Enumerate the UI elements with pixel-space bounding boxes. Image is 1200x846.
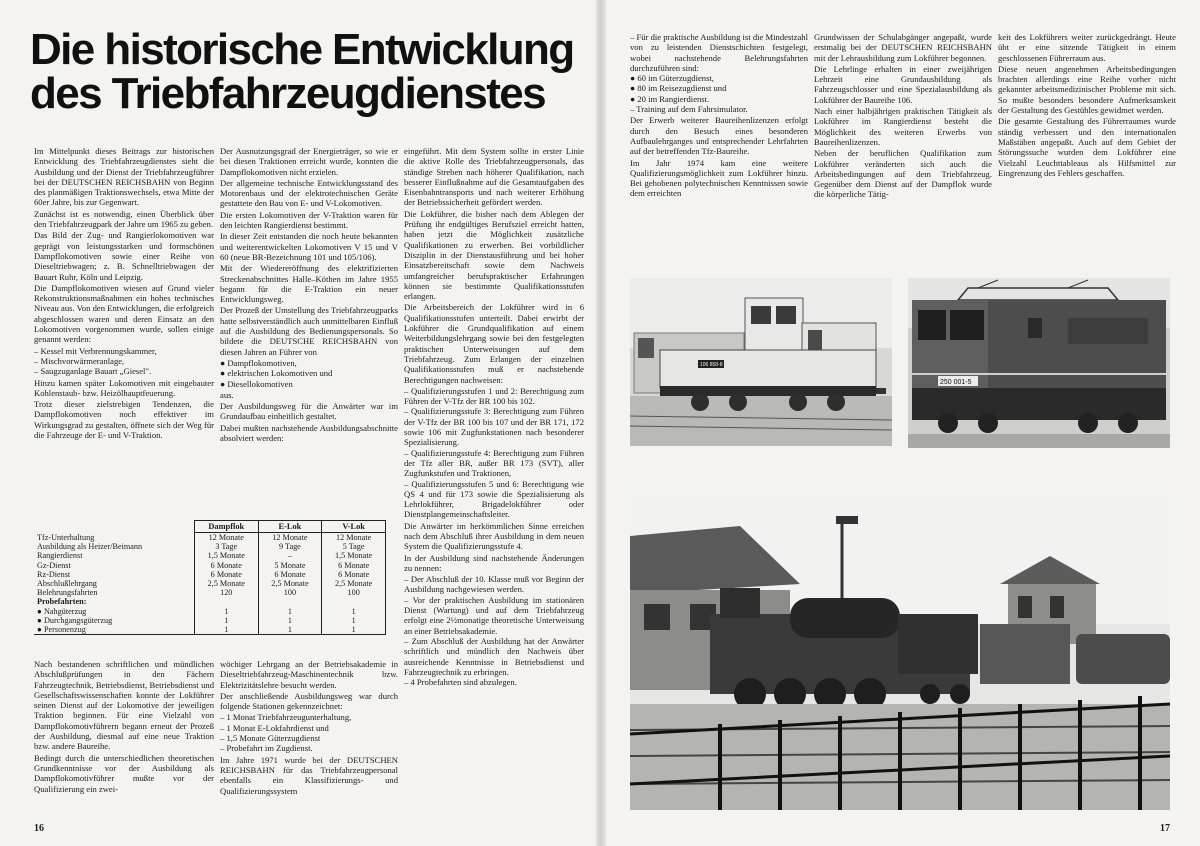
- list-item: – Saugzuganlage Bauart „Giesel".: [34, 366, 152, 377]
- list-item: ● 60 im Güterzugdienst,: [630, 73, 714, 84]
- col3-paragraphs: [404, 146, 584, 385]
- row-label: Tfz-Unterhaltung: [37, 532, 95, 542]
- paragraph: Neben der beruflichen Qualifikation zum Lokführer veränderten sich auch die Arbeitsbedingungen auf dem Triebfahrzeug. Gegenüber dem Dienst auf der Dampflok wurde die körperliche Tätig-: [814, 148, 992, 200]
- table-cell: 1,5 Monate: [322, 551, 386, 560]
- col3b-list: [404, 574, 584, 687]
- row-label: Belehrungsfahrten: [37, 588, 98, 598]
- list-item: – Probefahrt im Zugdienst.: [220, 743, 313, 754]
- list-item: ● Dampflokomotiven,: [220, 357, 297, 368]
- col1b-paragraphs: [34, 378, 214, 441]
- page-number-left: 16: [34, 823, 44, 834]
- list-item: ● elektrischen Lokomotiven und: [220, 368, 333, 379]
- paragraph: Nach einer halbjährigen praktischen Tätigkeit als Lokführer im Rangierdienst besteht die Möglichkeit des weiteren Erwerbs von Baureihenlizenzen.: [814, 106, 992, 147]
- table-row: [34, 542, 386, 551]
- table-cell: 120: [194, 588, 258, 597]
- table-cell: 1: [322, 607, 386, 616]
- list-item: – Kessel mit Verbrennungskammer,: [34, 345, 157, 356]
- electric-locomotive-illustration: [908, 278, 1170, 448]
- column-2-bottom: [220, 659, 398, 827]
- paragraph: Die Arbeitsbereich der Lokführer wird in 6 Qualifikationsstufen unterteilt. Dabei erwirbt der Lokführer die Grundqualifikation auf einem Weiterbildungslehrgang sowie bei den festgelegten praktischen Unterweisungen auf dem Triebfahrzeug. Zum Erlangen der einzelnen Qualifikationsstufen muß er nachstehende Berechtigungen nachweisen:: [404, 302, 584, 385]
- column-2-top: [220, 146, 398, 514]
- table-cell: 1: [258, 607, 322, 616]
- paragraph: Nach bestandenen schriftlichen und mündlichen Abschlußprüfungen in den Fächern Fahrzeugtechnik, Betriebsdienst, Betriebsdienst und Gesellschaftswissenschaften konnte der Lokführer seinen Dienst auf der Lokomotive der jeweiligen Traktion beginnen. Für eine Vielzahl von Dampflokomotivführern begann erneut der Prozeß der Ausbildung, diesmal auf eine neue Traktion bzw. andere Baureihe.: [34, 659, 214, 752]
- paragraph: Der Prozeß der Umstellung des Triebfahrzeugparks hatte selbstverständlich auch unmittelbaren Einfluß auf die Ausbildung des Bedienungspersonals. So bildete die DEUTSCHE REICHSBAHN von diesen Jahren an Führer von: [220, 305, 398, 357]
- diesel-locomotive-illustration: [630, 278, 892, 446]
- left-page: [0, 0, 596, 846]
- col1-list: [34, 346, 214, 377]
- list-item: – 1,5 Monate Güterzugdienst: [220, 733, 321, 744]
- list-item: – Qualifizierungsstufe 4: Berechtigung zum Führen der Tfz aller BR, außer BR 173 (SVT), aller Zugfunkstufen und Traktionen,: [404, 447, 584, 479]
- table-body: [34, 533, 386, 635]
- photo-diesel-locomotive: [630, 278, 892, 446]
- paragraph: Die Anwärter im herkömmlichen Sinne erreichen nach dem Abschluß ihrer Ausbildung in dem neuen System die Qualifizierungsstufe 4.: [404, 520, 584, 552]
- table-cell: 2,5 Monate: [258, 579, 322, 588]
- table-cell: 6 Monate: [322, 561, 386, 570]
- column-1-bottom: [34, 659, 214, 827]
- paragraph: Bedingt durch die unterschiedlichen theoretischen Grundkenntnisse vor der Ausbildung als Dampflokomotivführer mußte vor der Qualifizierung ein zwei-: [34, 752, 214, 794]
- table-cell: 5 Monate: [258, 561, 322, 570]
- table-cell: 1: [258, 616, 322, 625]
- paragraph: Die ersten Lokomotiven der V-Traktion waren für den leichten Rangierdienst bestimmt.: [220, 209, 398, 231]
- column-1-top: [34, 146, 214, 514]
- paragraph: Diese neuen angenehmen Arbeitsbedingungen brachten allerdings eine Reihe vorher nicht gekannter arbeitsmedizinischer Probleme mit sich. So mußte besonders besondere Aufmerksamkeit der Gestaltung des Gestühles gewidmet werden.: [998, 63, 1176, 116]
- rcol3-paragraphs: [998, 32, 1176, 178]
- right-column-2: [814, 32, 992, 272]
- paragraph: Der allgemeine technische Entwicklungsstand des Motorenbaus und der elektrotechnischen Geräte gestattete den Bau von E- und V-Lokomotiven.: [220, 177, 398, 209]
- paragraph: Die Dampflokomotiven wiesen auf Grund vieler Rekonstruktionsmaßnahmen ein hohes technisches Niveau aus. Von den Entwicklungen, die erfolgreich abgeschlossen waren und deren Einsatz an den Lokomotiven vorgenommen wurde, sollen einige genannt werden:: [34, 282, 214, 345]
- table-cell: 6 Monate: [322, 570, 386, 579]
- table-cell: 2,5 Monate: [322, 579, 386, 588]
- training-table: [34, 520, 386, 654]
- header-elok: E-Lok: [258, 521, 322, 533]
- table-row: [34, 588, 386, 597]
- gutter: [596, 0, 606, 846]
- table-cell: [194, 597, 258, 606]
- list-item: ● Diesellokomotiven: [220, 378, 293, 389]
- table-header-row: [34, 521, 386, 533]
- paragraph: In dieser Zeit entstanden die noch heute bekannten und weiterentwickelten Lokomotiven V 15 und V 60 (neue BR-Bezeichnung 101 und 105/106).: [220, 231, 398, 262]
- list-item: – Qualifizierungsstufen 1 und 2: Berechtigung zum Führen der V-Tfz der BR 100 bis 102.: [404, 385, 584, 407]
- list-item: – 1 Monat Triebfahrzeugunterhaltung,: [220, 712, 352, 723]
- table-cell: 12 Monate: [322, 533, 386, 543]
- table-cell: [258, 597, 322, 606]
- paragraph: Hinzu kamen später Lokomotiven mit eingebauter Kohlenstaub- bzw. Heizölhauptfeuerung.: [34, 377, 214, 398]
- list-item: – 1 Monat E-Lokfahrdienst und: [220, 722, 329, 733]
- table-cell: 12 Monate: [258, 533, 322, 543]
- table-cell: 9 Tage: [258, 542, 322, 551]
- paragraph: eingeführt. Mit dem System sollte in erster Linie die aktive Rolle des Triebfahrzeugpersonals, das ständige Streben nach höherer Qualifikation, nach besserer Einflußnahme auf die Gesamtaufgaben des Eisenbahntransports und nach weiterer Erhöhung der Betriebssicherheit gefördert werden.: [404, 146, 584, 208]
- list-item: ● 80 im Reisezugdienst und: [630, 83, 727, 94]
- table-row: [34, 607, 386, 616]
- row-label: ● Nahgüterzug: [37, 606, 87, 616]
- paragraph: Der anschließende Ausbildungsweg war durch folgende Stationen gekennzeichnet:: [220, 690, 398, 712]
- article-title: Die historische Entwicklung des Triebfahrzeugdienstes: [30, 25, 574, 118]
- table-cell: 1: [322, 625, 386, 635]
- paragraph: Trotz dieser zielstrebigen Tendenzen, die Dampflokomotiven noch effektiver im Wirkungsgrad zu gestalten, öffnete sich der Weg für die Fahrzeuge der E- und V-Traktion.: [34, 399, 214, 441]
- photo-steam-locomotive: [630, 494, 1170, 810]
- table-cell: 3 Tage: [194, 542, 258, 551]
- right-column-3: [998, 32, 1176, 272]
- steam-locomotive-illustration: [630, 494, 1170, 810]
- table-cell: –: [258, 551, 322, 560]
- column-3: [404, 146, 584, 826]
- table-cell: 1: [194, 607, 258, 616]
- paragraph: Der Ausnutzungsgrad der Energieträger, so wie er bei diesen Traktionen erreicht wurde, konnten die Dampflokomotiven nicht erzielen.: [220, 146, 398, 177]
- paragraph: Dabei mußten nachstehende Ausbildungsabschnitte absolviert werden:: [220, 422, 398, 444]
- row-label: ● Durchgangsgüterzug: [37, 615, 113, 625]
- paragraph: Im Jahr 1974 kam eine weitere Qualifizierungsmöglichkeit zum Lokführer hinzu. Bei gehobenen polytechnischen Kenntnissen sowie dem erreichten: [630, 157, 808, 199]
- table-cell: 1: [194, 616, 258, 625]
- list-item: – Für die praktische Ausbildung ist die Mindestzahl von zu leistenden Dienstschichten festgelegt, wobei nachstehende Belehrungsfahrten durchzuführen sind:: [630, 32, 808, 73]
- table-row: [34, 616, 386, 625]
- paragraph: Die Lokführer, die bisher nach dem Ablegen der Prüfung ihr endgültiges Berufsziel erreicht hatten, haben jetzt die Möglichkeit zusätzliche Qualifikationen zu erwerben. Bei vorbildlicher Disziplin in der Dienstausführung und bei hoher Einsatzbereitschaft sowie dem Nachweis umfangreicher berufspraktischer Erfahrungen können sie bestimmte Qualifikationsstufen erlangen.: [404, 208, 584, 302]
- table-cell: 1: [258, 625, 322, 635]
- paragraph: Mit der Wiedereröffnung des elektrifizierten Streckenabschnittes Halle–Köthen im Jahre 1955 begann für die E-Traktion ein neuer Entwicklungsweg.: [220, 263, 398, 305]
- col2d-paragraphs: [220, 755, 398, 796]
- list-item: – Qualifizierungsstufen 5 und 6: Berechtigung wie QS 4 und für 173 sowie die Spezialisierung als Lehrlokführer, Brigadelokführer oder Dienstplangemeinschaftsleiter.: [404, 478, 584, 520]
- diesel-locomotive-number: 106 858-8: [700, 362, 723, 368]
- table-cell: 1,5 Monate: [194, 551, 258, 560]
- table-cell: 100: [322, 588, 386, 597]
- table-row: [34, 625, 386, 635]
- list-item: – Training auf dem Fahrsimulator.: [630, 104, 748, 115]
- col1c-paragraphs: [34, 659, 214, 794]
- col2-list: [220, 358, 398, 389]
- table-cell: [322, 597, 386, 606]
- row-label: Rz-Dienst: [37, 569, 71, 579]
- list-item: – 4 Probefahrten sind abzulegen.: [404, 677, 517, 688]
- row-label: Gz-Dienst: [37, 560, 71, 570]
- right-column-1: [630, 32, 808, 272]
- list-item: ● 20 im Rangierdienst.: [630, 93, 710, 104]
- paragraph: Grundwissen der Schulabgänger angepaßt, wurde erstmalig bei der DEUTSCHEN REICHSBAHN mit der Lehrausbildung zum Lokführer begonnen.: [814, 32, 992, 63]
- header-dampflok: Dampflok: [194, 521, 258, 533]
- paragraph: Im Jahre 1971 wurde bei der DEUTSCHEN REICHSBAHN für das Triebfahrzeugpersonal ebenfalls ein Klassifizierungs- und Qualifizierungssystem: [220, 754, 398, 796]
- paragraph: Im Mittelpunkt dieses Beitrags zur historischen Entwicklung des Triebfahrzeugdienstes sieht die Ausbildung und der Dienst der Triebfahrzeugführer bei der DEUTSCHEN REICHSBAHN von Beginn des planmäßigen Traktionswechsels, etwa Mitte der 60er Jahre, bis zur Gegenwart.: [34, 146, 214, 208]
- page-number-right: 17: [1160, 823, 1170, 834]
- table-row: [34, 561, 386, 570]
- table-cell: 6 Monate: [194, 570, 258, 579]
- list-item: – Zum Abschluß der Ausbildung hat der Anwärter schriftlich und mündlich den Nachweis über ausreichende Kenntnisse in Betriebsdienst und Fahrzeugtechnik zu erbringen.: [404, 635, 584, 677]
- table-row: [34, 579, 386, 588]
- row-label: Ausbildung als Heizer/Beimann: [37, 542, 143, 552]
- row-label: Rangierdienst: [37, 551, 83, 561]
- col3b-paragraphs: [404, 521, 584, 573]
- paragraph: Der Ausbildungsweg für die Anwärter war im Grundaufbau einheitlich gestaltet.: [220, 401, 398, 422]
- table-row: [34, 533, 386, 543]
- rcol2-paragraphs: [814, 32, 992, 200]
- table-cell: 5 Tage: [322, 542, 386, 551]
- table-cell: 1: [194, 625, 258, 635]
- rcol1-list: [630, 32, 808, 114]
- paragraph: aus.: [220, 389, 234, 400]
- paragraph: keit des Lokführers weiter zurückgedrängt. Heute übt er eine sitzende Tätigkeit in einem geschlossenen Führerraum aus.: [998, 32, 1176, 63]
- table-cell: 2,5 Monate: [194, 579, 258, 588]
- paragraph: Der Erwerb weiterer Baureihenlizenzen erfolgt durch den Besuch eines besonderen Aufbaulehrganges und entsprechender Lehrfahrten auf der betreffenden Tfz-Baureihe.: [630, 115, 808, 157]
- table-cell: 6 Monate: [258, 570, 322, 579]
- table-row: [34, 570, 386, 579]
- paragraph: Die Lehrlinge erhalten in einer zweijährigen Lehrzeit eine Grundausbildung als Fahrzeugschlosser und eine Spezialausbildung als Lokführer der Baureihe 106.: [814, 63, 992, 105]
- table-cell: 6 Monate: [194, 561, 258, 570]
- paragraph: wöchiger Lehrgang an der Betriebsakademie in Dieseltriebfahrzeug-Maschinentechnik bzw. Elektrizitätslehre besucht werden.: [220, 659, 398, 690]
- col3-list: [404, 386, 584, 520]
- list-item: – Der Abschluß der 10. Klasse muß vor Beginn der Ausbildung nachgewiesen werden.: [404, 574, 584, 595]
- paragraph: Zunächst ist es notwendig, einen Überblick über den Triebfahrzeugpark der Jahre um 1965 zu geben.: [34, 208, 214, 230]
- paragraph: Die gesamte Gestaltung des Führerraumes wurde ständig verbessert und den internationalen Maßstäben angepaßt. Auch auf dem Gebiet der Störungssuche wurden dem Lokführer eine Vielzahl Leuchttableaus als Hilfsmittel zur Eingrenzung des Fehlers geschaffen.: [998, 116, 1176, 178]
- list-item: – Vor der praktischen Ausbildung im stationären Dienst (Wartung) und auf dem Triebfahrzeug erfolgt eine 2½monatige theoretische Unterweisung an einer Betriebsakademie.: [404, 594, 584, 636]
- rcol1-paragraphs: [630, 115, 808, 198]
- table-row: [34, 551, 386, 560]
- right-page: [606, 0, 1200, 846]
- header-vlok: V-Lok: [322, 521, 386, 533]
- table-cell: 12 Monate: [194, 533, 258, 543]
- col2c-list: [220, 712, 398, 753]
- row-label: Probefahrten:: [37, 597, 87, 607]
- photo-electric-locomotive: [908, 278, 1170, 448]
- paragraph: Das Bild der Zug- und Rangierlokomotiven war geprägt von leistungsstarken und formschönen Dampflokomotiven sowie einer Reihe von Dieseltriebwagen; z. B. Schnelltriebwagen der Bauart Ruhr, Köln und Leipzig.: [34, 230, 214, 282]
- row-label: Abschlußlehrgang: [37, 579, 97, 589]
- col1a-paragraphs: [34, 146, 214, 345]
- table-cell: 100: [258, 588, 322, 597]
- table-cell: 1: [322, 616, 386, 625]
- training-table-grid: [34, 520, 386, 635]
- electric-locomotive-number: 250 001-5: [940, 379, 972, 386]
- list-item: – Qualifizierungsstufe 3: Berechtigung zum Führen der V-Tfz der BR 100 bis 107 und der BR 171, 172 sowie 106 mit Zugfunkstationen nach besonderer Spezialisierung.: [404, 406, 584, 448]
- list-item: – Mischvorwärmeranlage,: [34, 355, 125, 366]
- table-row: [34, 597, 386, 606]
- col2c-paragraphs: [220, 659, 398, 711]
- col2b-paragraphs: [220, 390, 398, 443]
- col2a-paragraphs: [220, 146, 398, 357]
- row-label: ● Personenzug: [34, 625, 194, 635]
- paragraph: In der Ausbildung sind nachstehende Änderungen zu nennen:: [404, 552, 584, 573]
